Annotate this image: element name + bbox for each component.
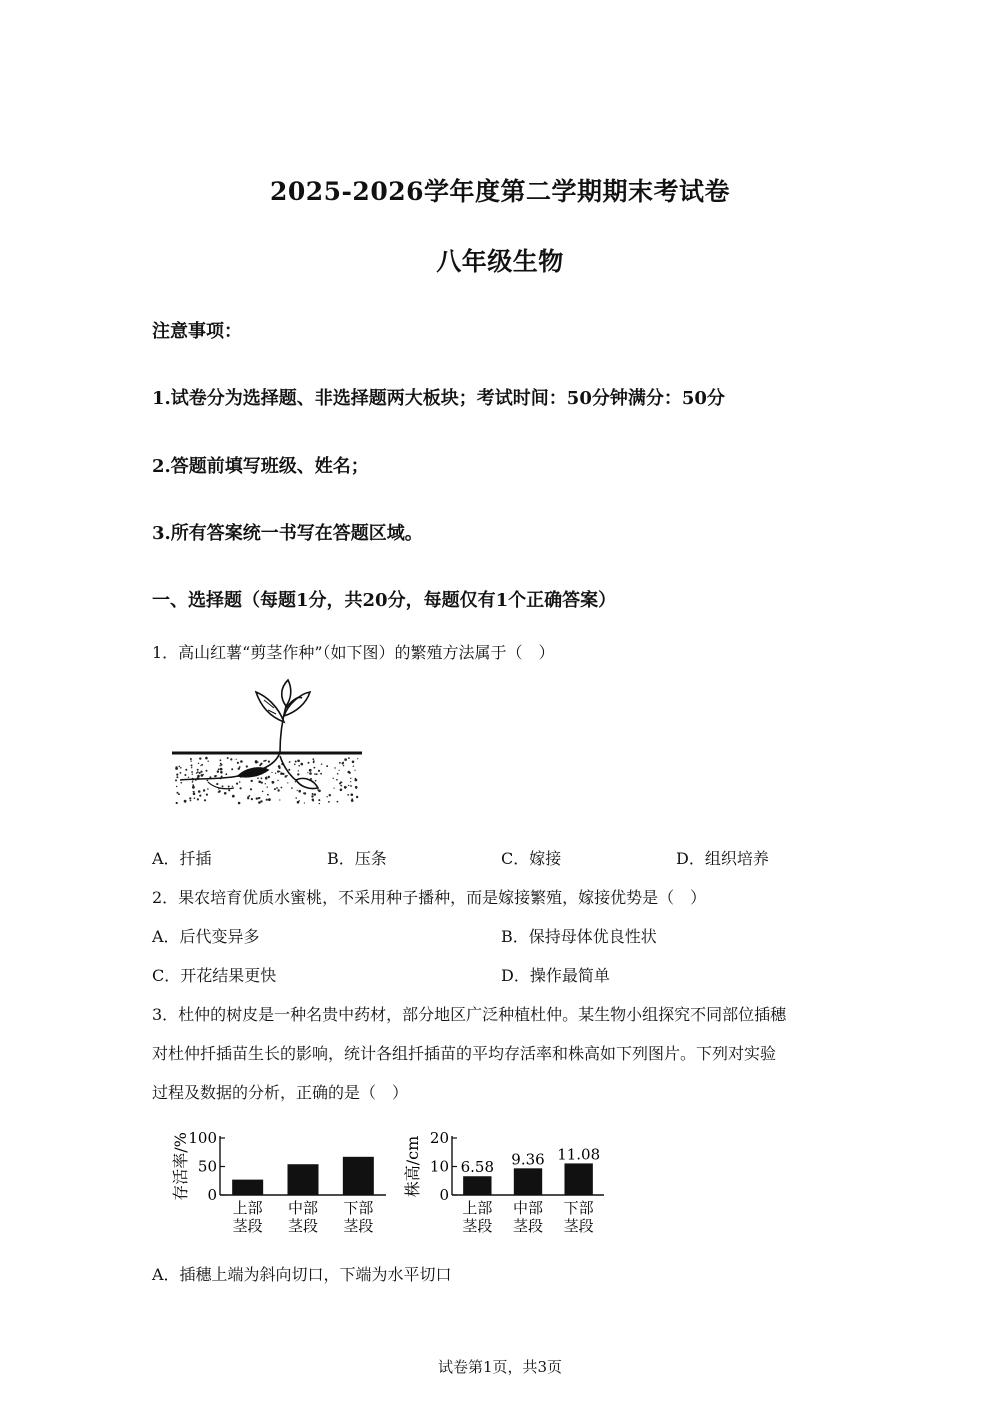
question-1-option-d: D．组织培养 [676, 849, 769, 868]
notice-item: 1.试卷分为选择题、非选择题两大板块；考试时间：50分钟满分：50分 [152, 388, 725, 409]
notice-item: 3.所有答案统一书写在答题区域。 [152, 523, 423, 544]
x-tick-label: 上部茎段 [462, 1199, 493, 1235]
question-2-option-c: C．开花结果更快 [152, 966, 277, 985]
bar [343, 1157, 374, 1195]
question-1-stem: 1．高山红薯“剪茎作种”（如下图）的繁殖方法属于（ ） [152, 643, 555, 662]
exam-subject: 八年级生物 [436, 247, 564, 276]
data-label: 9.36 [511, 1150, 545, 1169]
y-tick-label: 50 [197, 1157, 217, 1176]
x-tick-label: 下部茎段 [343, 1199, 374, 1235]
y-tick-label: 20 [429, 1129, 449, 1147]
x-tick-label: 上部茎段 [232, 1199, 263, 1235]
data-label: 6.58 [460, 1158, 495, 1177]
question-3-stem-line: 3．杜仲的树皮是一种名贵中药材，部分地区广泛种植杜仲。某生物小组探究不同部位插穗 [152, 1005, 787, 1024]
question-3-stem-line: 对杜仲扦插苗生长的影响，统计各组扦插苗的平均存活率和株高如下列图片。下列对实验 [152, 1044, 777, 1063]
page-footer: 试卷第1页，共3页 [437, 1358, 563, 1376]
notice-heading: 注意事项： [152, 321, 242, 342]
x-tick-label: 中部茎段 [287, 1199, 319, 1235]
question-2-option-b: B．保持母体优良性状 [501, 927, 657, 946]
x-tick-label: 下部茎段 [563, 1199, 594, 1235]
y-tick-label: 100 [188, 1129, 217, 1147]
survival-rate-chart [168, 1124, 390, 1236]
question-2-stem: 2．果农培育优质水蜜桃，不采用种子播种，而是嫁接繁殖，嫁接优势是（ ） [152, 888, 707, 907]
section-heading: 一、选择题（每题1分，共20分，每题仅有1个正确答案） [152, 590, 617, 611]
exam-title: 2025-2026学年度第二学期期末考试卷 [269, 177, 731, 206]
bar [288, 1164, 319, 1195]
y-tick-label: 10 [429, 1157, 449, 1176]
sweet-potato-cutting-figure [168, 676, 368, 810]
bar [463, 1176, 491, 1195]
data-label: 11.08 [557, 1145, 601, 1164]
question-3-option-a: A．插穗上端为斜向切口，下端为水平切口 [152, 1265, 452, 1284]
question-2-option-d: D．操作最简单 [501, 966, 610, 985]
question-3-stem-line: 过程及数据的分析，正确的是（ ） [152, 1083, 409, 1102]
y-axis-label: 存活率/% [171, 1132, 190, 1201]
y-tick-label: 0 [439, 1186, 449, 1204]
y-axis-label: 株高/cm [403, 1135, 422, 1198]
question-1-option-c: C．嫁接 [501, 849, 562, 868]
bar [564, 1163, 592, 1195]
x-tick-label: 中部茎段 [512, 1199, 544, 1235]
question-1-option-a: A．扦插 [152, 849, 212, 868]
question-1-option-b: B．压条 [327, 849, 387, 868]
bar [232, 1180, 263, 1195]
notice-item: 2.答题前填写班级、姓名； [152, 456, 369, 477]
question-2-option-a: A．后代变异多 [152, 927, 260, 946]
plant-height-chart [402, 1124, 610, 1236]
y-tick-label: 0 [207, 1186, 217, 1204]
bar [514, 1168, 542, 1195]
